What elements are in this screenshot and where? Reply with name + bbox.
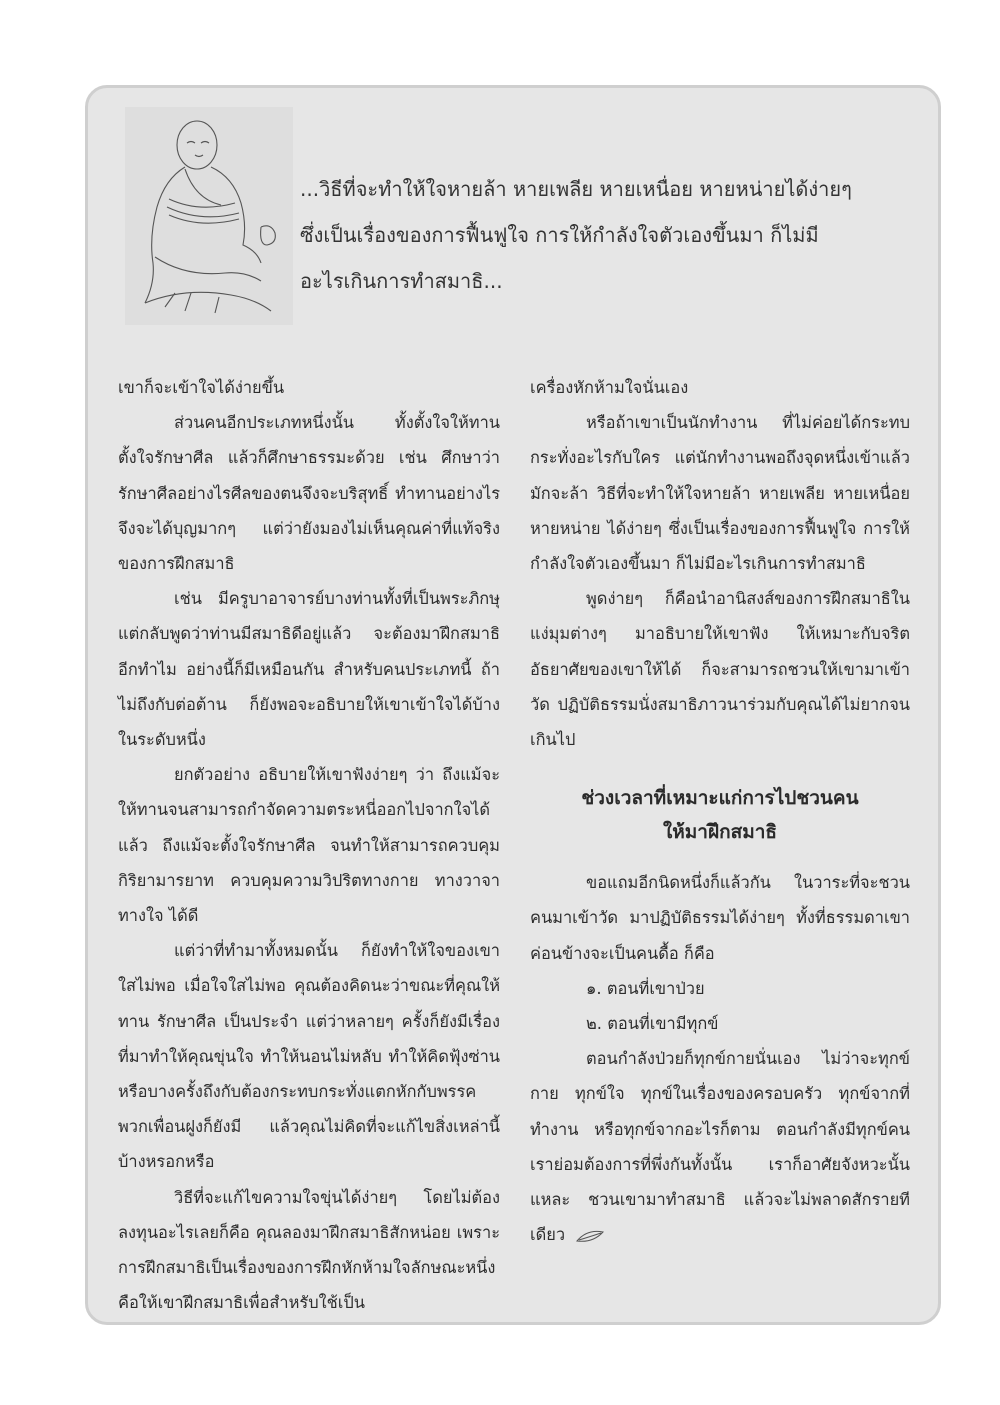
end-leaf-icon — [575, 1229, 605, 1243]
paragraph: เขาก็จะเข้าใจได้ง่ายขึ้น — [118, 378, 285, 397]
paragraph-text: ตอนกำลังป่วยก็ทุกข์กายนั่นเอง ไม่ว่าจะทุกข์กาย ทุกข์ใจ ทุกข์ในเรื่องของครอบครัว ทุกข์จากที่ทำงาน หรือทุกข์จากอะไรก็ตาม ตอนกำลังมีทุกข์คนเราย่อมต้องการที่พึ่งกันทั้งนั้น เราก็อาศัยจังหวะนั้นแหละ ชวนเขามาทำสมาธิ แล้วจะไม่พลาดสักรายทีเดียว — [530, 1049, 910, 1245]
paragraph: เครื่องหักห้ามใจนั่นเอง — [530, 378, 689, 397]
section-heading — [530, 781, 910, 849]
section-heading-line: ให้มาฝึกสมาธิ — [662, 821, 778, 844]
paragraph: วิธีที่จะแก้ไขความใจขุ่นได้ง่ายๆ โดยไม่ต้องลงทุนอะไรเลยก็คือ คุณลองมาฝึกสมาธิสักหน่อย เพราะการฝึกสมาธิเป็นเรื่องของการฝึกหักห้ามใจลักษณะหนึ่ง คือให้เขาฝึกสมาธิเพื่อสำหรับใช้เป็น — [118, 1187, 500, 1313]
paragraph: ยกตัวอย่าง อธิบายให้เขาฟังง่ายๆ ว่า ถึงแม้จะให้ทานจนสามารถกำจัดความตระหนี่ออกไปจากใจได้แล้ว ถึงแม้จะตั้งใจรักษาศีล จนทำให้สามารถควบคุมกิริยามารยาท ควบคุมความวิปริตทางกาย ทางวาจา ทางใจ ได้ดี — [118, 765, 500, 926]
paragraph: ส่วนคนอีกประเภทหนึ่งนั้น ทั้งตั้งใจให้ทาน ตั้งใจรักษาศีล แล้วก็ศึกษาธรรมะด้วย เช่น ศึกษาว่ารักษาศีลอย่างไรศีลของตนจึงจะบริสุทธิ์ ทำทานอย่างไรจึงจะได้บุญมากๆ แต่ว่ายังมองไม่เห็นคุณค่าที่แท้จริงของการฝึกสมาธิ — [118, 413, 500, 574]
paragraph: พูดง่ายๆ ก็คือนำอานิสงส์ของการฝึกสมาธิในแง่มุมต่างๆ มาอธิบายให้เขาฟัง ให้เหมาะกับจริตอัธยาศัยของเขาให้ได้ ก็จะสามารถชวนให้เขามาเข้าวัด ปฏิบัติธรรมนั่งสมาธิภาวนาร่วมกับคุณได้ไม่ยากจนเกินไป — [530, 589, 910, 750]
quote-line: ซึ่งเป็นเรื่องของการฟื้นฟูใจ การให้กำลังใจตัวเองขึ้นมา ก็ไม่มี — [300, 223, 819, 247]
left-column — [118, 370, 500, 1320]
quote-line: ...วิธีที่จะทำให้ใจหายล้า หายเพลีย หายเหนื่อย หายหน่ายได้ง่ายๆ — [300, 177, 852, 201]
monk-portrait-illustration — [125, 107, 293, 325]
list-item: ๒. ตอนที่เขามีทุกข์ — [586, 1014, 719, 1034]
right-column — [530, 370, 910, 1252]
paragraph: ขอแถมอีกนิดหนึ่งก็แล้วกัน ในวาระที่จะชวนคนมาเข้าวัด มาปฏิบัติธรรมได้ง่ายๆ ทั้งที่ธรรมดาเขาค่อนข้างจะเป็นคนดื้อ ก็คือ — [530, 873, 910, 963]
monk-sketch-icon — [125, 107, 293, 325]
quote-line: อะไรเกินการทำสมาธิ... — [300, 269, 503, 293]
section-heading-line: ช่วงเวลาที่เหมาะแก่การไปชวนคน — [581, 787, 859, 810]
opening-quote — [300, 166, 920, 304]
paragraph: เช่น มีครูบาอาจารย์บางท่านทั้งที่เป็นพระภิกษุ แต่กลับพูดว่าท่านมีสมาธิดีอยู่แล้ว จะต้องมาฝึกสมาธิอีกทำไม อย่างนี้ก็มีเหมือนกัน สำหรับคนประเภทนี้ ถ้าไม่ถึงกับต่อต้าน ก็ยังพอจะอธิบายให้เขาเข้าใจได้บ้างในระดับหนึ่ง — [118, 589, 500, 750]
paragraph-end — [530, 1041, 910, 1252]
list-item: ๑. ตอนที่เขาป่วย — [586, 978, 705, 998]
paragraph: แต่ว่าที่ทำมาทั้งหมดนั้น ก็ยังทำให้ใจของเขาใสไม่พอ เมื่อใจใสไม่พอ คุณต้องคิดนะว่าขณะที่คุณให้ทาน รักษาศีล เป็นประจำ แต่ว่าหลายๆ ครั้งก็ยังมีเรื่องที่มาทำให้คุณขุ่นใจ ทำให้นอนไม่หลับ ทำให้คิดฟุ้งซ่าน หรือบางครั้งถึงกับต้องกระทบกระทั่งแตกหักกับพรรคพวกเพื่อนฝูงก็ยังมี แล้วคุณไม่คิดที่จะแก้ไขสิ่งเหล่านี้บ้างหรอกหรือ — [118, 941, 500, 1172]
paragraph: หรือถ้าเขาเป็นนักทำงาน ที่ไม่ค่อยได้กระทบกระทั่งอะไรกับใคร แต่นักทำงานพอถึงจุดหนึ่งเข้าแล้วมักจะล้า วิธีที่จะทำให้ใจหายล้า หายเพลีย หายเหนื่อย หายหน่าย ได้ง่ายๆ ซึ่งเป็นเรื่องของการฟื้นฟูใจ การให้กำลังใจตัวเองขึ้นมา ก็ไม่มีอะไรเกินการทำสมาธิ — [530, 413, 910, 574]
